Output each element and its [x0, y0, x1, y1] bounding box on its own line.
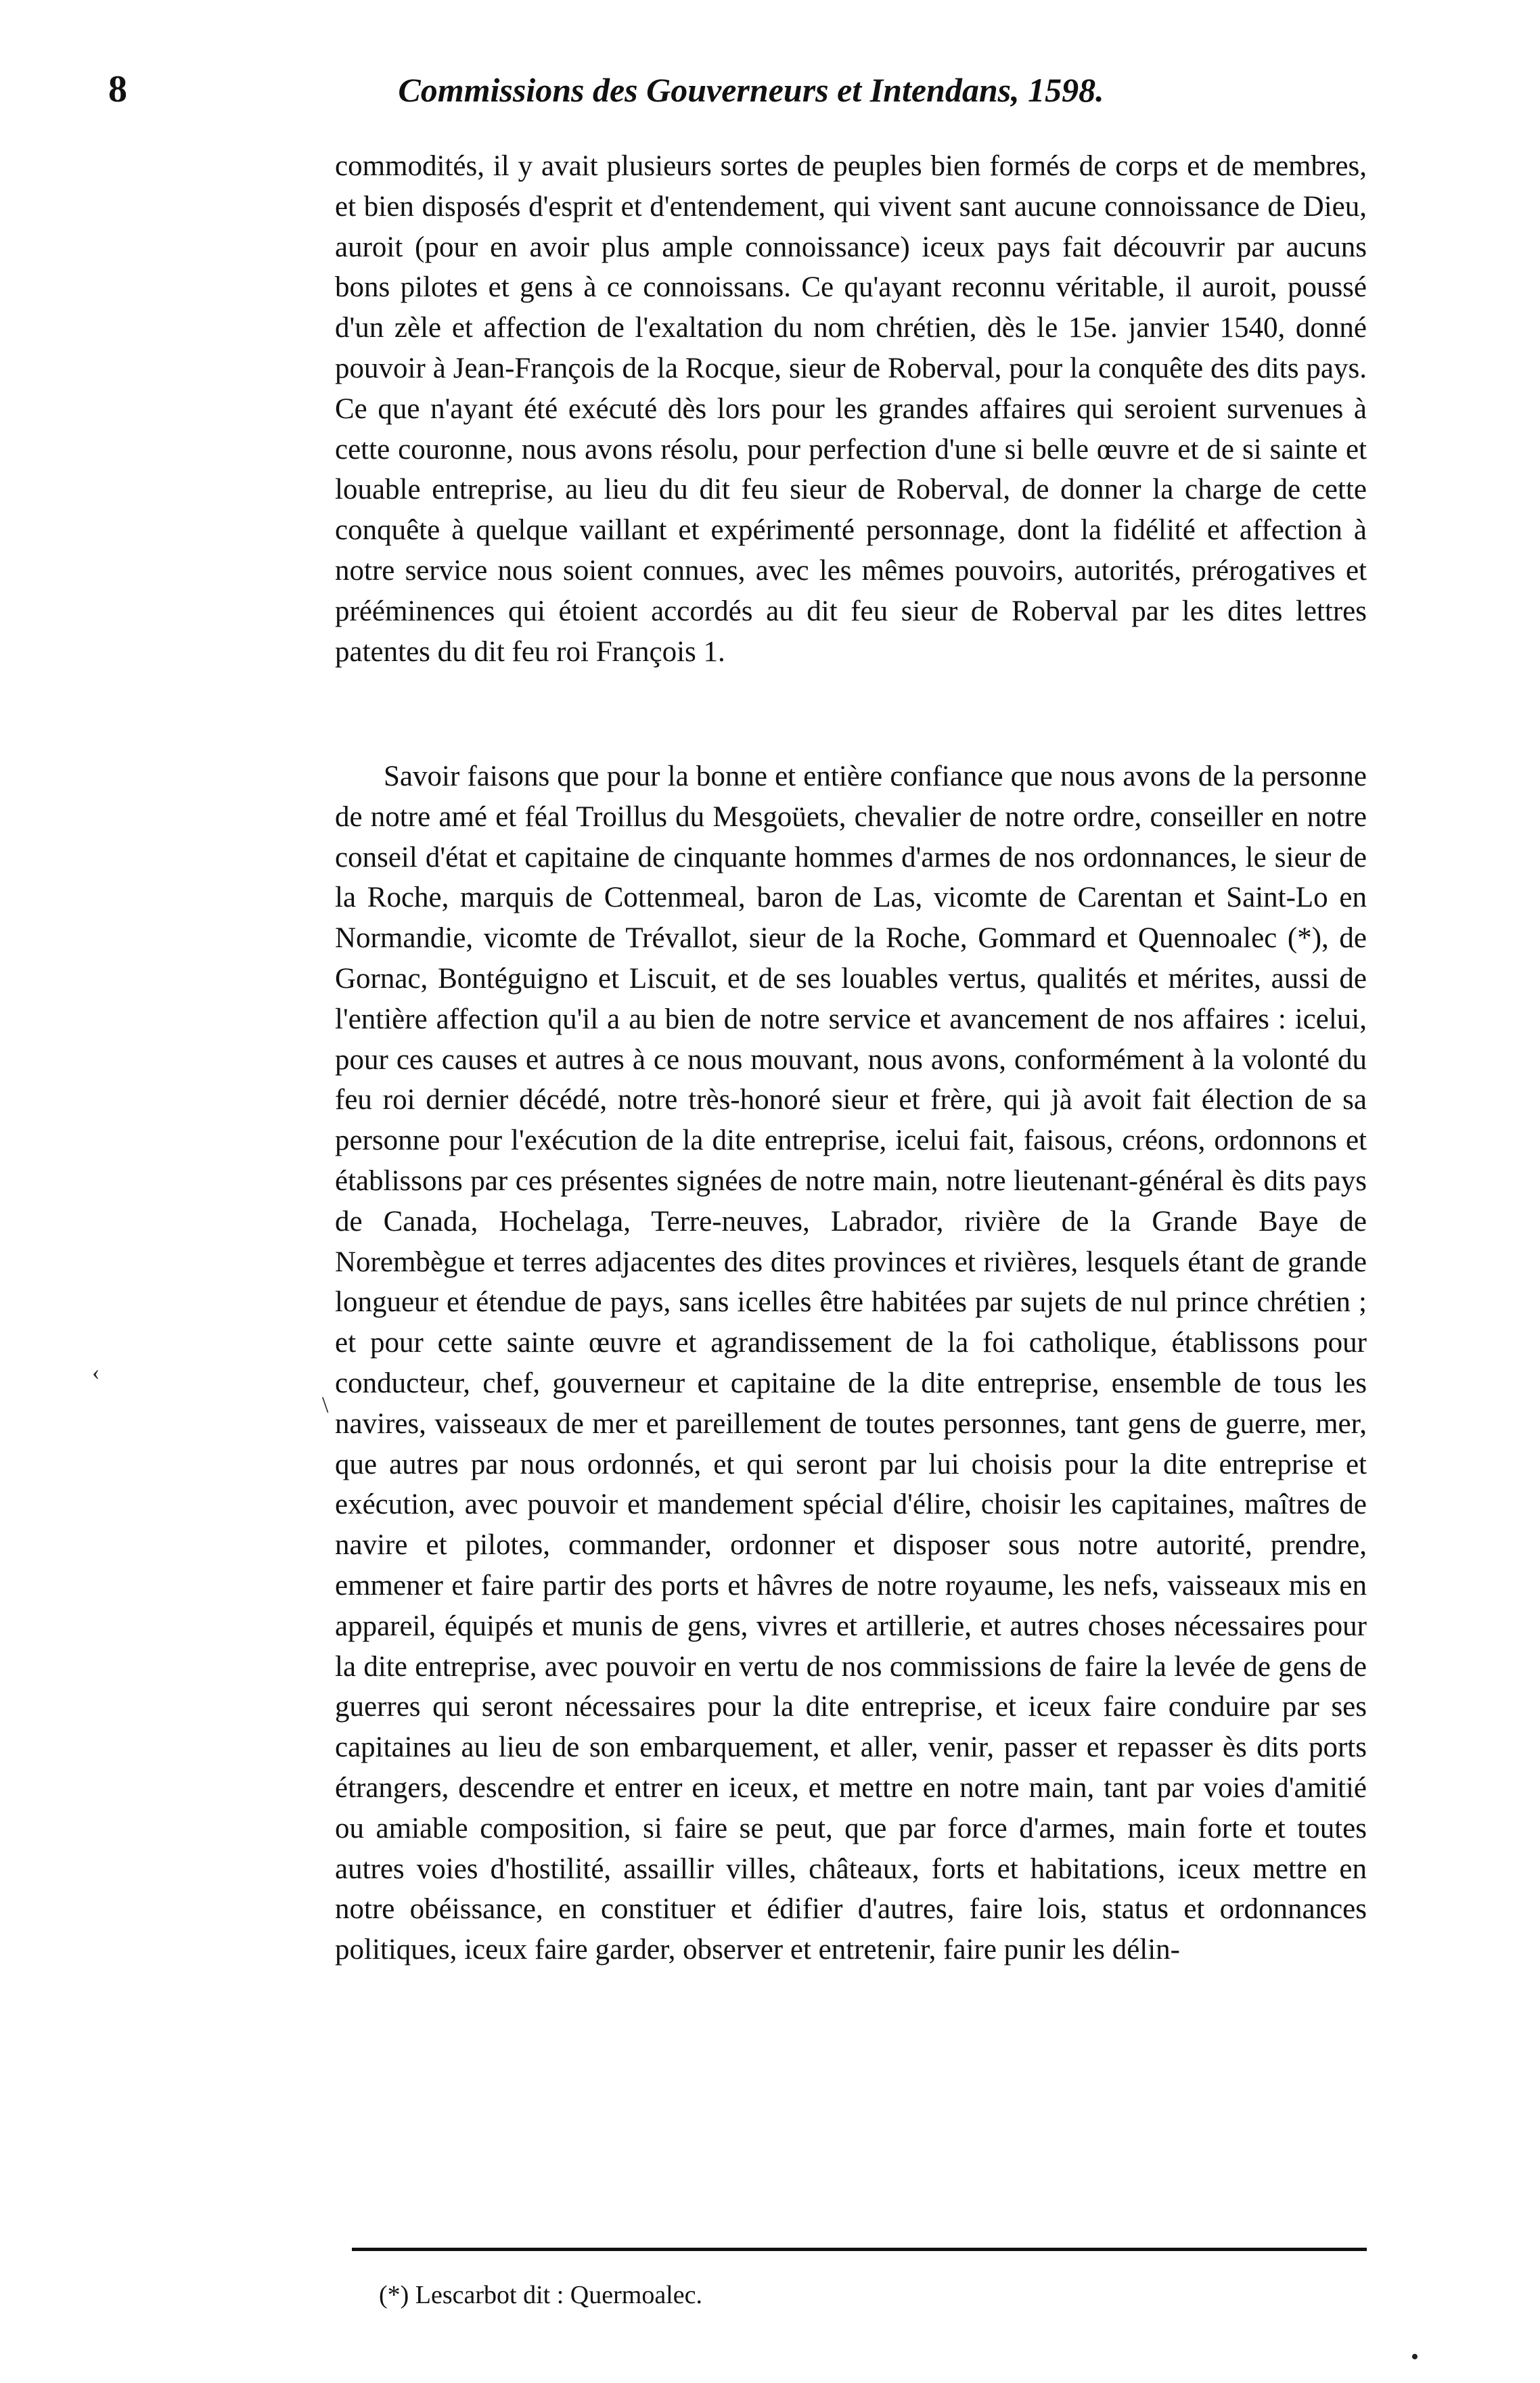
paragraph-2: Savoir faisons que pour la bonne et entière confiance que nous avons de la personne de notre amé et féal Troillus du Mesgoüets, chevalier de notre ordre, conseiller en notre conseil d'état et capitaine de cinquante hommes d'armes de nos ordonnances, le sieur de la Roche, marquis de Cottenmeal, baron de Las, vicomte de Carentan et Saint-Lo en Normandie, vicomte de Trévallot, sieur de la Roche, Gommard et Quennoalec (*), de Gornac, Bontéguigno et Liscuit, et de ses louables vertus, qualités et mérites, aussi de l'entière affection qu'il a au bien de notre service et avancement de nos affaires : icelui, pour ces causes et autres à ce nous mouvant, nous avons, conformément à la volonté du feu roi dernier décédé, notre très-honoré sieur et frère, qui jà avoit fait élection de sa personne pour l'exécution de la dite entreprise, icelui fait, faisous, créons, ordonnons et établissons par ces présentes signées de notre main, notre lieutenant-général ès dits pays de Canada, Hochelaga, Terre-neuves, Labrador, rivière de la Grande Baye de Norembègue et terres adjacentes des dites provinces et rivières, lesquels étant de grande longueur et étendue de pays, sans icelles être habitées par sujets de nul prince chrétien ; et pour cette sainte œuvre et agrandissement de la foi catholique, établissons pour conducteur, chef, gouverneur et capitaine de la dite entreprise, ensemble de tous les navires, vaisseaux de mer et pareillement de toutes personnes, tant gens de guerre, mer, que autres par nous ordonnés, et qui seront par lui choisis pour la dite entreprise et exécution, avec pouvoir et mandement spécial d'élire, choisir les capitaines, maîtres de navire et pilotes, commander, ordonner et disposer sous notre autorité, prendre, emmener et faire partir des ports et hâvres de notre royaume, les nefs, vaisseaux mis en appareil, équipés et munis de gens, vivres et artillerie, et autres choses nécessaires pour la dite entreprise, avec pouvoir en vertu de nos commissions de faire la levée de gens de guerres qui seront nécessaires pour la dite entreprise, et iceux faire conduire par ses capitaines au lieu de son embarquement, et aller, venir, passer et repasser ès dits ports étrangers, descendre et entrer en iceux, et mettre en notre main, tant par voies d'amitié ou amiable composition, si faire se peut, que par force d'armes, main forte et toutes autres voies d'hostilité, assaillir villes, châteaux, forts et habitations, iceux mettre en notre obéissance, en constituer et édifier d'autres, faire lois, status et ordonnances politiques, iceux faire garder, observer et entretenir, faire punir les délin-	[335, 761, 1367, 1966]
running-title: Commissions des Gouverneurs et Intendans, 1598.	[398, 71, 1104, 109]
body-text	[335, 146, 1367, 1970]
page-number: 8	[108, 68, 127, 110]
margin-mark: \	[322, 1392, 329, 1417]
margin-mark: •	[1411, 2344, 1419, 2369]
margin-mark: ‹	[92, 1360, 100, 1385]
running-header	[108, 68, 1394, 122]
paragraph-1: commodités, il y avait plusieurs sortes de peuples bien formés de corps et de membres, et bien disposés d'esprit et d'entendement, qui vivent sant aucune connoissance de Dieu, auroit (pour en avoir plus ample connoissance) iceux pays fait découvrir par aucuns bons pilotes et gens à ce connoissans. Ce qu'ayant reconnu véritable, il auroit, poussé d'un zèle et affection de l'exaltation du nom chrétien, dès le 15e. janvier 1540, donné pouvoir à Jean-François de la Rocque, sieur de Roberval, pour la conquête des dits pays. Ce que n'ayant été exécuté dès lors pour les grandes affaires qui seroient survenues à cette couronne, nous avons résolu, pour perfection d'une si belle œuvre et de si sainte et louable entreprise, au lieu du dit feu sieur de Roberval, de donner la charge de cette conquête à quelque vaillant et expérimenté personnage, dont la fidélité et affection à notre service nous soient connues, avec les mêmes pouvoirs, autorités, prérogatives et prééminences qui étoient accordés au dit feu sieur de Roberval par les dites lettres patentes du dit feu roi François 1.	[335, 150, 1367, 668]
footnote: (*) Lescarbot dit : Quermoalec.	[379, 2281, 702, 2309]
footnote-divider	[352, 2248, 1367, 2251]
